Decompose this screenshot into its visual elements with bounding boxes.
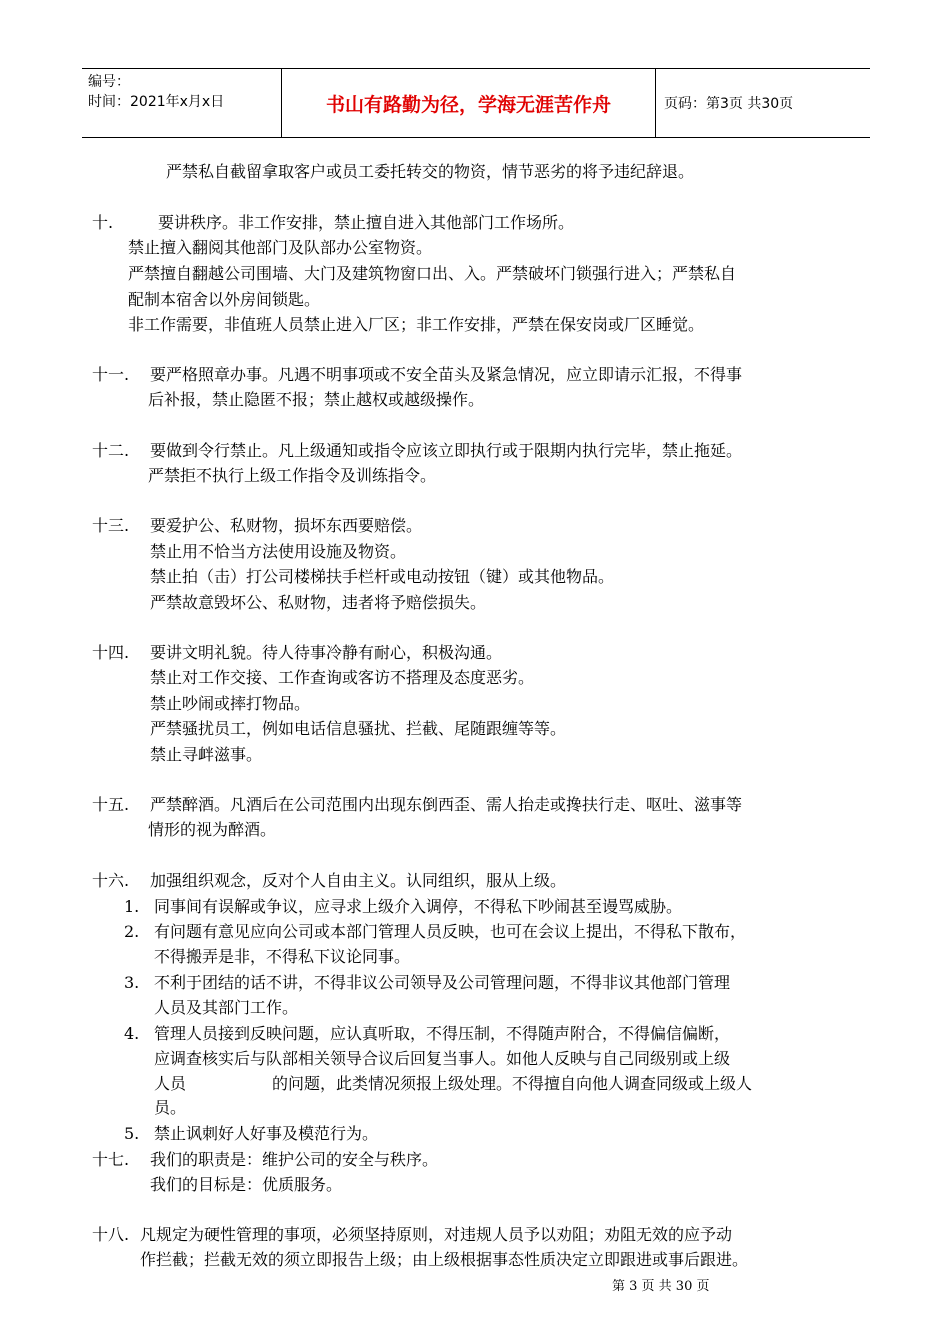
section-number: 十四. — [92, 643, 130, 662]
section-text: 加强组织观念，反对个人自由主义。认同组织，服从上级。 — [150, 871, 567, 890]
list-item-text: 不得搬弄是非，不得私下议论同事。 — [154, 947, 411, 966]
header-page-number: 页码：第3页 共30页 — [664, 96, 794, 112]
section-number: 十五. — [92, 795, 130, 814]
section-text: 严禁骚扰员工，例如电话信息骚扰、拦截、尾随跟缠等等。 — [150, 719, 567, 738]
section-text: 后补报，禁止隐匿不报；禁止越权或越级操作。 — [148, 390, 485, 409]
list-item-number: 1. — [124, 897, 140, 916]
document-code-label: 编号： — [88, 74, 130, 90]
section-text: 我们的目标是：优质服务。 — [150, 1175, 343, 1194]
intro-paragraph: 严禁私自截留拿取客户或员工委托转交的物资，情节恶劣的将予违纪辞退。 — [166, 162, 695, 181]
page-footer: 第 3 页 共 30 页 — [612, 1279, 710, 1294]
header-meta — [82, 69, 282, 137]
section-text: 要讲秩序。非工作安排，禁止擅自进入其他部门工作场所。 — [158, 213, 575, 232]
section-text: 要严格照章办事。凡遇不明事项或不安全苗头及紧急情况，应立即请示汇报，不得事 — [150, 365, 743, 384]
list-item-number: 2. — [124, 922, 140, 941]
page-header — [82, 68, 870, 138]
section-text: 要讲文明礼貌。待人待事冷静有耐心，积极沟通。 — [150, 643, 503, 662]
section-text: 禁止拍（击）打公司楼梯扶手栏杆或电动按钮（键）或其他物品。 — [150, 567, 615, 586]
section-text: 非工作需要，非值班人员禁止进入厂区；非工作安排，严禁在保安岗或厂区睡觉。 — [128, 315, 705, 334]
list-item-text: 禁止讽刺好人好事及模范行为。 — [154, 1124, 379, 1143]
section-number: 十. — [92, 213, 114, 232]
list-item-text: 人员 — [154, 1074, 187, 1093]
section-text: 要爱护公、私财物，损坏东西要赔偿。 — [150, 516, 423, 535]
section-text: 我们的职责是：维护公司的安全与秩序。 — [150, 1150, 439, 1169]
header-motto: 书山有路勤为径，学海无涯苦作舟 — [282, 69, 656, 137]
section-text: 作拦截；拦截无效的须立即报告上级；由上级根据事态性质决定立即跟进或事后跟进。 — [140, 1250, 749, 1269]
section-number: 十六. — [92, 871, 130, 890]
section-text: 严禁故意毁坏公、私财物，违者将予赔偿损失。 — [150, 593, 487, 612]
section-number: 十二. — [92, 441, 130, 460]
section-number: 十一. — [92, 365, 130, 384]
section-text: 要做到令行禁止。凡上级通知或指令应该立即执行或于限期内执行完毕，禁止拖延。 — [150, 441, 743, 460]
section-text: 凡规定为硬性管理的事项，必须坚持原则，对违规人员予以劝阻；劝阻无效的应予动 — [140, 1225, 733, 1244]
section-text: 禁止擅入翻阅其他部门及队部办公室物资。 — [128, 238, 433, 257]
section-text: 配制本宿舍以外房间锁匙。 — [128, 290, 321, 309]
list-item-text: 人员及其部门工作。 — [154, 998, 299, 1017]
section-text: 严禁擅自翻越公司围墙、大门及建筑物窗口出、入。严禁破坏门锁强行进入；严禁私自 — [128, 264, 737, 283]
list-item-number: 3. — [124, 973, 140, 992]
section-text: 禁止用不恰当方法使用设施及物资。 — [150, 542, 407, 561]
section-number: 十三. — [92, 516, 130, 535]
section-number: 十七. — [92, 1150, 130, 1169]
section-text: 严禁拒不执行上级工作指令及训练指令。 — [148, 466, 437, 485]
list-item-number: 5. — [124, 1124, 140, 1143]
section-text: 禁止寻衅滋事。 — [150, 745, 263, 764]
list-item-text: 同事间有误解或争议，应寻求上级介入调停，不得私下吵闹甚至谩骂威胁。 — [154, 897, 683, 916]
section-text: 严禁醉酒。凡酒后在公司范围内出现东倒西歪、需人抬走或搀扶行走、呕吐、滋事等 — [150, 795, 743, 814]
list-item-text: 员。 — [154, 1098, 187, 1117]
section-number: 十八. — [92, 1225, 130, 1244]
list-item-text: 不利于团结的话不讲，不得非议公司领导及公司管理问题，不得非议其他部门管理 — [154, 973, 731, 992]
list-item-text: 应调查核实后与队部相关领导合议后回复当事人。如他人反映与自己同级别或上级 — [154, 1049, 731, 1068]
list-item-number: 4. — [124, 1024, 140, 1043]
section-text: 禁止吵闹或摔打物品。 — [150, 694, 311, 713]
list-item-text: 的问题，此类情况须报上级处理。不得擅自向他人调查同级或上级人 — [272, 1074, 753, 1093]
list-item-text: 有问题有意见应向公司或本部门管理人员反映，也可在会议上提出，不得私下散布， — [154, 922, 747, 941]
document-date: 时间：2021年x月x日 — [88, 94, 225, 110]
list-item-text: 管理人员接到反映问题，应认真听取，不得压制，不得随声附合，不得偏信偏断， — [154, 1024, 731, 1043]
section-text: 情形的视为醉酒。 — [148, 820, 277, 839]
section-text: 禁止对工作交接、工作查询或客访不搭理及态度恶劣。 — [150, 668, 535, 687]
